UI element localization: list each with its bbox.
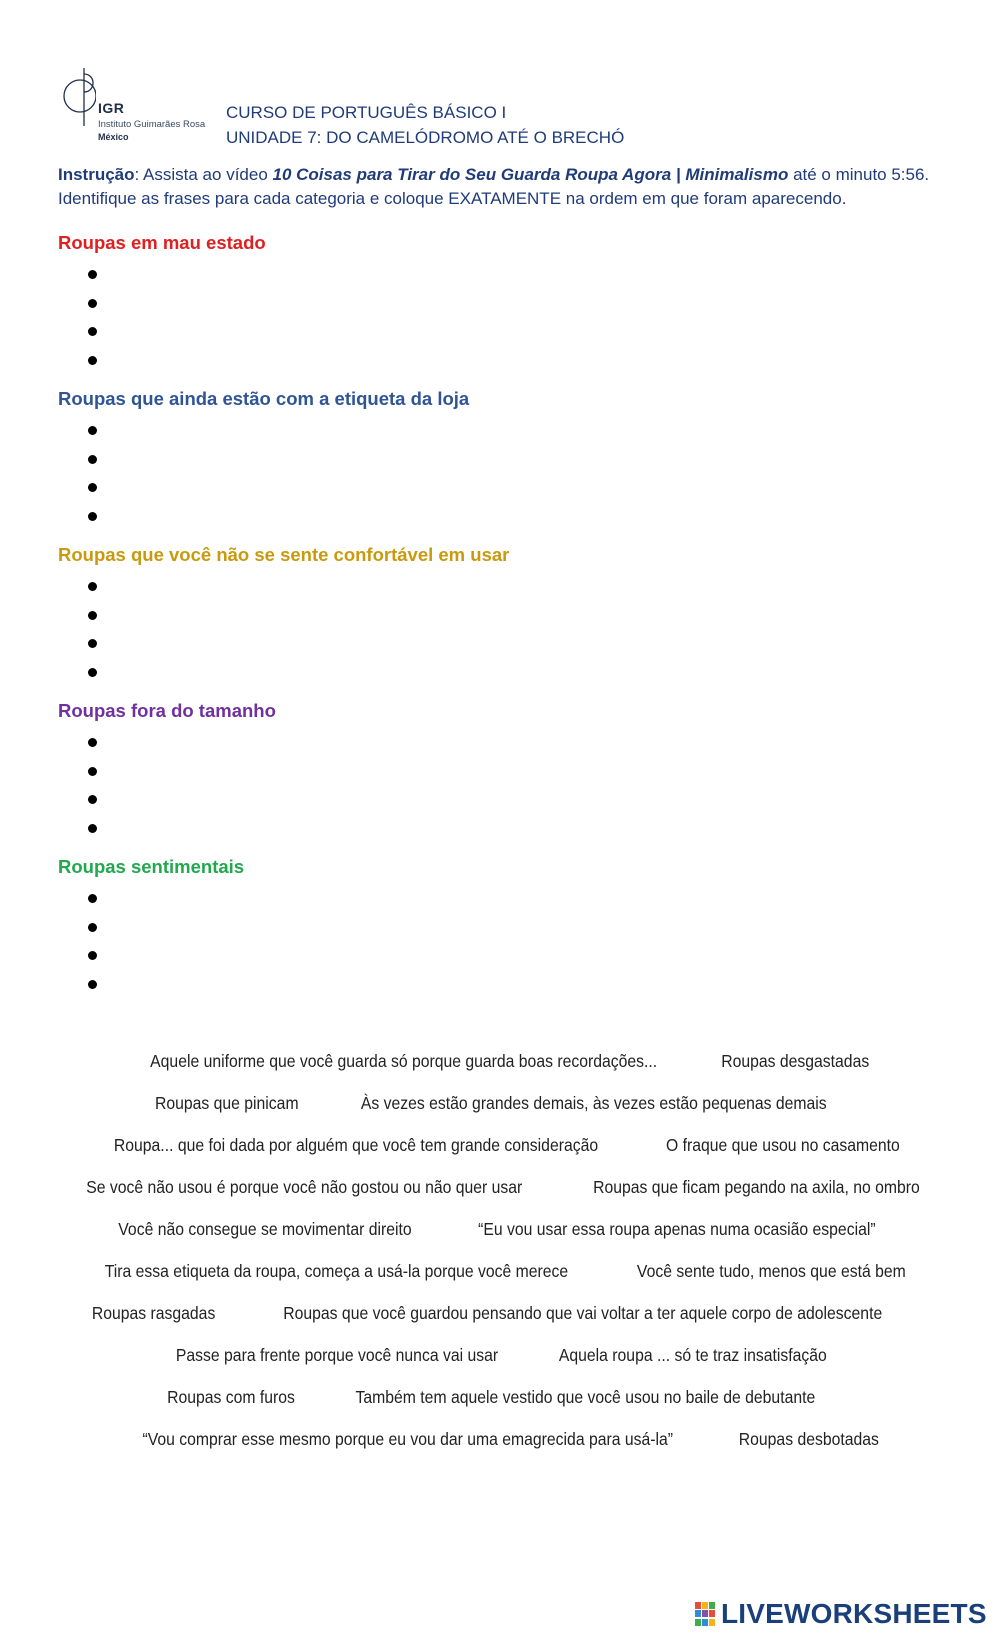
answer-slot[interactable]	[58, 815, 938, 844]
video-title: 10 Coisas para Tirar do Seu Guarda Roupa Agora | Minimalismo	[272, 165, 789, 184]
draggable-phrase[interactable]: Você não consegue se movimentar direito	[118, 1219, 412, 1239]
draggable-phrase[interactable]: Roupas que pinicam	[155, 1093, 300, 1113]
course-header	[226, 100, 624, 150]
phrase-row	[0, 1429, 1000, 1471]
draggable-phrase[interactable]: Se você não usou é porque você não gostou ou não quer usar	[86, 1177, 523, 1197]
answer-slot[interactable]	[58, 942, 938, 971]
answer-slot[interactable]	[58, 503, 938, 532]
answer-list	[58, 261, 938, 375]
phrase-row	[0, 1261, 1000, 1303]
phrase-bank	[0, 1051, 1000, 1471]
draggable-phrase[interactable]: “Vou comprar esse mesmo porque eu vou dar uma emagrecida para usá-la”	[142, 1429, 674, 1449]
liveworksheets-brand	[695, 1598, 987, 1630]
phrase-row	[0, 1345, 1000, 1387]
phrase-row	[0, 1177, 1000, 1219]
draggable-phrase[interactable]: Roupas que você guardou pensando que vai voltar a ter aquele corpo de adolescente	[283, 1303, 883, 1323]
logo-country: México	[98, 132, 129, 142]
brand-name: LIVEWORKSHEETS	[721, 1598, 987, 1629]
draggable-phrase[interactable]: Aquela roupa ... só te traz insatisfação	[559, 1345, 827, 1365]
draggable-phrase[interactable]: Tira essa etiqueta da roupa, começa a usá-la porque você merece	[104, 1261, 569, 1281]
answer-slot[interactable]	[58, 659, 938, 688]
answer-slot[interactable]	[58, 630, 938, 659]
instruction-text-1: : Assista ao vídeo	[134, 165, 273, 184]
answer-slot[interactable]	[58, 758, 938, 787]
draggable-phrase[interactable]: Roupas desgastadas	[721, 1051, 870, 1071]
category-title: Roupas sentimentais	[58, 856, 245, 877]
draggable-phrase[interactable]: Roupas desbotadas	[738, 1429, 879, 1449]
answer-list	[58, 573, 938, 687]
answer-slot[interactable]	[58, 347, 938, 376]
phrase-row	[0, 1093, 1000, 1135]
category-title: Roupas que ainda estão com a etiqueta da loja	[58, 388, 470, 409]
unit-title: UNIDADE 7: DO CAMELÓDROMO ATÉ O BRECHÓ	[226, 128, 625, 147]
answer-slot[interactable]	[58, 914, 938, 943]
category-wrong-size	[58, 699, 938, 843]
phrase-row	[0, 1303, 1000, 1345]
answer-list	[58, 729, 938, 843]
instruction-text-2: até o minuto 5:56. Identifique as frases para cada categoria e coloque EXATAMENTE na ordem em que foram aparecendo.	[58, 165, 930, 208]
draggable-phrase[interactable]: Às vezes estão grandes demais, às vezes estão pequenas demais	[360, 1093, 827, 1113]
logo-mark-icon	[62, 66, 96, 128]
draggable-phrase[interactable]: Você sente tudo, menos que está bem	[637, 1261, 906, 1281]
phrase-row	[0, 1135, 1000, 1177]
instruction-paragraph	[58, 163, 938, 211]
logo-institute-name: Instituto Guimarães Rosa	[98, 119, 206, 130]
instruction-label: Instrução	[58, 165, 135, 184]
phrase-row	[0, 1387, 1000, 1429]
draggable-phrase[interactable]: Roupas com furos	[166, 1387, 295, 1407]
answer-slot[interactable]	[58, 729, 938, 758]
institute-logo	[62, 66, 212, 144]
answer-slot[interactable]	[58, 446, 938, 475]
draggable-phrase[interactable]: Roupas que ficam pegando na axila, no ombro	[592, 1177, 920, 1197]
answer-slot[interactable]	[58, 318, 938, 347]
answer-slot[interactable]	[58, 786, 938, 815]
answer-slot[interactable]	[58, 261, 938, 290]
answer-slot[interactable]	[58, 602, 938, 631]
liveworksheets-logo-icon	[695, 1602, 717, 1626]
category-uncomfortable	[58, 543, 938, 687]
draggable-phrase[interactable]: “Eu vou usar essa roupa apenas numa ocasião especial”	[478, 1219, 876, 1239]
draggable-phrase[interactable]: Roupa... que foi dada por alguém que você tem grande consideração	[114, 1135, 599, 1155]
answer-slot[interactable]	[58, 474, 938, 503]
draggable-phrase[interactable]: Roupas rasgadas	[91, 1303, 215, 1323]
answer-slot[interactable]	[58, 417, 938, 446]
answer-list	[58, 417, 938, 531]
answer-slot[interactable]	[58, 290, 938, 319]
category-title: Roupas que você não se sente confortável em usar	[58, 544, 510, 565]
answer-list	[58, 885, 938, 999]
phrase-row	[0, 1051, 1000, 1093]
draggable-phrase[interactable]: O fraque que usou no casamento	[666, 1135, 900, 1155]
draggable-phrase[interactable]: Passe para frente porque você nunca vai usar	[176, 1345, 499, 1365]
category-still-tagged	[58, 387, 938, 531]
category-bad-condition	[58, 231, 938, 375]
draggable-phrase[interactable]: Aquele uniforme que você guarda só porque guarda boas recordações...	[150, 1051, 658, 1071]
draggable-phrase[interactable]: Também tem aquele vestido que você usou no baile de debutante	[355, 1387, 815, 1407]
answer-slot[interactable]	[58, 885, 938, 914]
answer-slot[interactable]	[58, 573, 938, 602]
answer-slot[interactable]	[58, 971, 938, 1000]
category-sentimental	[58, 855, 938, 999]
logo-acronym: IGR	[98, 100, 125, 116]
category-title: Roupas fora do tamanho	[58, 700, 276, 721]
course-title: CURSO DE PORTUGUÊS BÁSICO I	[226, 103, 507, 122]
category-title: Roupas em mau estado	[58, 232, 266, 253]
phrase-row	[0, 1219, 1000, 1261]
